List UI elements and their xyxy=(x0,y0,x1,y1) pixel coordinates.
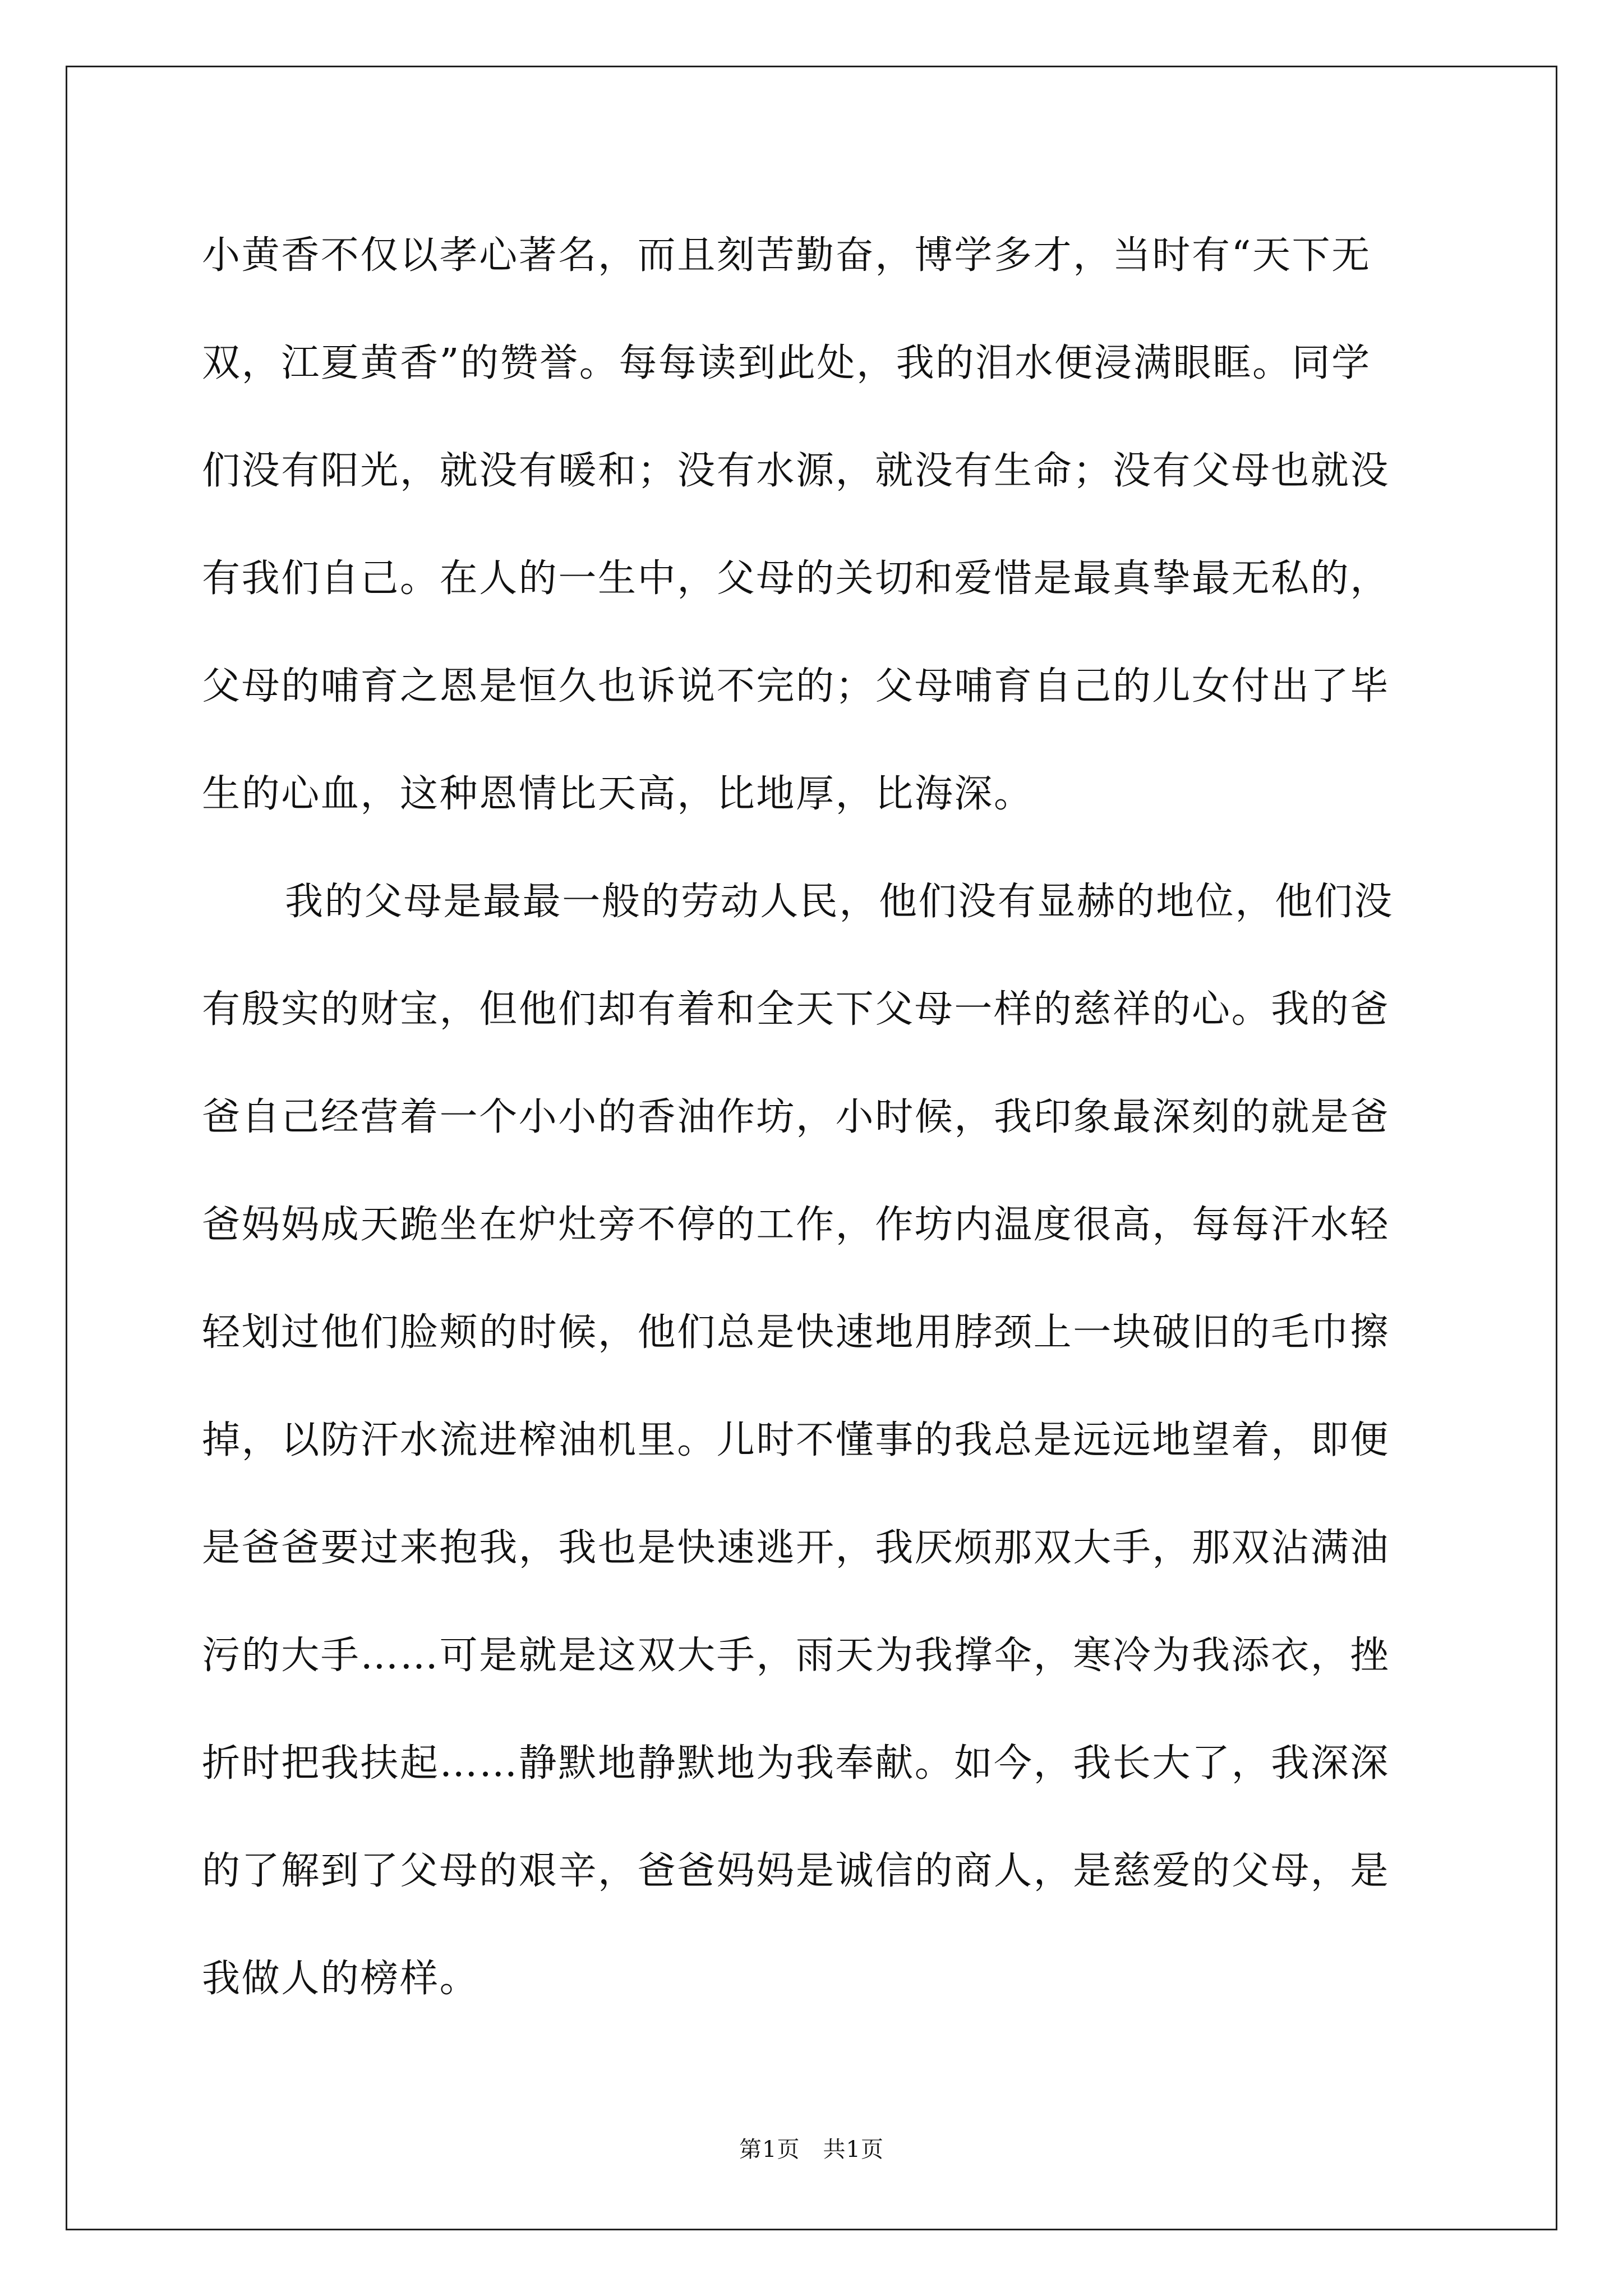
text-line: 污的大手……可是就是这双大手，雨天为我撑伞，寒冷为我添衣，挫 xyxy=(202,1634,1390,1678)
text-line: 我做人的榜样。 xyxy=(202,1957,479,2001)
text-line: 是爸爸要过来抱我，我也是快速逃开，我厌烦那双大手，那双沾满油 xyxy=(202,1526,1390,1570)
text-line: 生的心血，这种恩情比天高，比地厚，比海深。 xyxy=(202,772,1034,816)
text-line: 掉，以防汗水流进榨油机里。儿时不懂事的我总是远远地望着，即便 xyxy=(202,1418,1390,1462)
text-line: 我的父母是最最一般的劳动人民，他们没有显赫的地位，他们没 xyxy=(285,880,1394,924)
page-number-footer: 第1页 共1页 xyxy=(739,2137,884,2162)
text-line: 轻划过他们脸颊的时候，他们总是快速地用脖颈上一块破旧的毛巾擦 xyxy=(202,1310,1390,1355)
text-line: 父母的哺育之恩是恒久也诉说不完的；父母哺育自己的儿女付出了毕 xyxy=(202,664,1390,708)
text-line: 折时把我扶起……静默地静默地为我奉献。如今，我长大了，我深深 xyxy=(202,1741,1390,1786)
paragraph-1 xyxy=(202,202,1436,848)
paragraph-2 xyxy=(202,848,1436,2033)
text-line: 们没有阳光，就没有暖和；没有水源，就没有生命；没有父母也就没 xyxy=(202,449,1390,493)
text-line: 小黄香不仅以孝心著名，而且刻苦勤奋，博学多才，当时有“天下无 xyxy=(202,233,1371,278)
text-line: 双，江夏黄香”的赞誉。每每读到此处，我的泪水便浸满眼眶。同学 xyxy=(202,341,1371,385)
text-line: 有殷实的财宝，但他们却有着和全天下父母一样的慈祥的心。我的爸 xyxy=(202,987,1390,1032)
text-line: 爸妈妈成天跪坐在炉灶旁不停的工作，作坊内温度很高，每每汗水轻 xyxy=(202,1203,1390,1247)
text-line: 有我们自己。在人的一生中，父母的关切和爱惜是最真挚最无私的， xyxy=(202,556,1390,601)
text-line: 的了解到了父母的艰辛，爸爸妈妈是诚信的商人，是慈爱的父母，是 xyxy=(202,1849,1390,1893)
document-body xyxy=(202,202,1436,2033)
text-line: 爸自己经营着一个小小的香油作坊，小时候，我印象最深刻的就是爸 xyxy=(202,1095,1390,1139)
